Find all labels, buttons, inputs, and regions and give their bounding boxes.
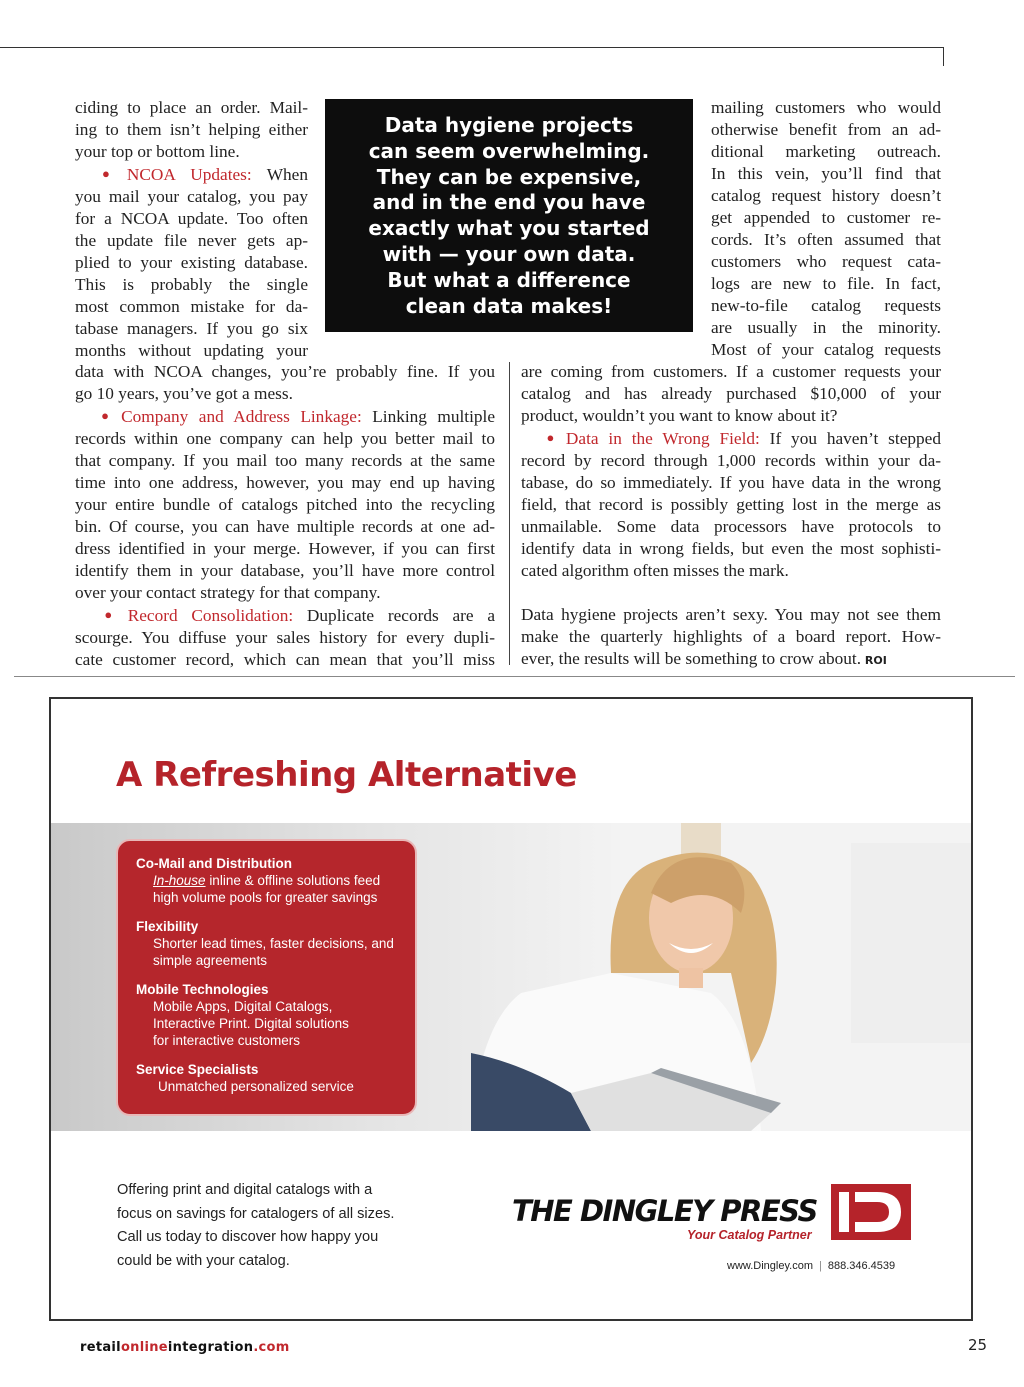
company-name: THE DINGLEY PRESS — [512, 1194, 817, 1228]
text-line: logs are new to file. In fact, — [711, 274, 941, 293]
text-line: identify data in wrong fields, but even the most sophisti- — [521, 539, 941, 558]
wrongfield-lines — [521, 450, 941, 582]
text-line: tabase managers. If you go six — [75, 319, 308, 338]
text-line: get appended to customer re- — [711, 208, 941, 227]
ncoa-lines — [75, 186, 308, 362]
text-line: for a NCOA update. Too often — [75, 209, 308, 228]
feature-line: Unmatched personalized service — [158, 1079, 354, 1094]
consolidation-paragraph-first — [75, 604, 495, 627]
bullet-icon: ● — [541, 430, 560, 445]
text-line: But what a difference — [387, 267, 631, 292]
text-line: clean data makes! — [405, 293, 613, 318]
footer-site-part: retail — [80, 1340, 121, 1355]
ad-copy-line: Offering print and digital catalogs with a — [117, 1182, 373, 1198]
page-number: 25 — [968, 1336, 988, 1354]
left-wide-column — [75, 361, 495, 671]
text-line: tabase, do so immediately. If you have data in the wrong — [521, 473, 941, 492]
text-line: can seem overwhelming. — [368, 138, 650, 163]
right-narrow-column — [711, 97, 941, 361]
right-wide-text — [521, 361, 941, 427]
left-narrow-column — [75, 97, 308, 362]
separator: | — [819, 1260, 822, 1272]
bullet-icon: ● — [91, 166, 121, 181]
consolidation-lines — [75, 627, 495, 671]
text-line: that company. If you mail too many records at the same — [75, 451, 495, 470]
right-wide-column — [521, 361, 941, 672]
phone-number: 888.346.4539 — [827, 1260, 896, 1272]
text-line: and in the end you have — [372, 190, 646, 215]
feature-line: inline & offline solutions feed — [209, 873, 381, 888]
wrongfield-heading: Data in the Wrong Field: — [565, 429, 760, 448]
text-line: They can be expensive, — [376, 164, 642, 189]
text-line: most common mistake for da- — [75, 297, 308, 316]
text-line: your entire bundle of catalogs pitched into the recycling — [75, 495, 495, 514]
text-line: bin. Of course, you can have multiple records at one ad- — [75, 517, 495, 536]
text-line: are usually in the minority. — [711, 318, 941, 337]
text-line: catalog request history doesn’t — [711, 186, 941, 205]
feature-line: simple agreements — [153, 953, 268, 968]
text-line: cords. It’s often assumed that — [711, 230, 941, 249]
ncoa-first-text: When — [251, 165, 308, 184]
consolidation-heading: Record Consolidation: — [127, 606, 294, 625]
ad-copy-line: Call us today to discover how happy you — [117, 1229, 379, 1245]
ncoa-heading: NCOA Updates: — [126, 165, 252, 184]
website-link[interactable]: www.Dingley.com — [727, 1260, 813, 1272]
contact-info — [727, 1260, 895, 1272]
dingley-press-ad — [49, 697, 973, 1321]
roi-end-mark: ROI — [861, 654, 887, 667]
text-line: you mail your catalog, you pay — [75, 187, 308, 206]
feature-line: Shorter lead times, faster decisions, and — [153, 936, 394, 951]
text-line: ing to them isn’t helping either — [75, 120, 308, 139]
footer-site-part: online — [120, 1340, 168, 1355]
bullet-icon: ● — [95, 408, 116, 423]
text-line: cate customer record, which can mean that you’ll miss — [75, 650, 495, 669]
text-line: ciding to place an order. Mail- — [75, 98, 308, 117]
text-line: the update file never gets ap- — [75, 231, 308, 250]
text-line: Most of your catalog requests — [711, 340, 941, 359]
text-line: This is probably the single — [75, 275, 308, 294]
text-line: ditional marketing outreach. — [711, 142, 941, 161]
text-line: scourge. You diffuse your sales history for every dupli- — [75, 628, 495, 647]
text-line: with — your own data. — [382, 241, 636, 266]
feature-heading-comail: Co-Mail and Distribution — [136, 856, 292, 871]
text-line: are coming from customers. If a customer requests your — [521, 362, 941, 381]
text-line: Data hygiene projects — [384, 113, 634, 137]
footer-site-part: .com — [253, 1340, 290, 1355]
text-line: otherwise benefit from an ad- — [711, 120, 941, 139]
feature-line: for interactive customers — [153, 1033, 301, 1048]
footer-site-part: integration — [167, 1340, 254, 1355]
feature-line: Interactive Print. Digital solutions — [153, 1016, 349, 1031]
pull-quote — [325, 99, 693, 332]
text-line: customers who request cata- — [711, 252, 941, 271]
text-line: new-to-file catalog requests — [711, 296, 941, 315]
right-narrow-text — [711, 97, 941, 361]
left-wide-text — [75, 361, 495, 405]
feature-heading-mobile: Mobile Technologies — [136, 982, 269, 997]
features-panel — [116, 839, 417, 1116]
feature-text-comail — [136, 872, 415, 889]
text-line: In this vein, you’ll find that — [711, 164, 941, 183]
linkage-paragraph-first — [75, 405, 495, 428]
feature-line: high volume pools for greater savings — [153, 890, 378, 905]
ad-copy — [117, 1179, 394, 1273]
text-line: product, wouldn’t you want to know about it? — [521, 406, 838, 425]
text-line: mailing customers who would — [711, 98, 941, 117]
text-line: catalog and has already purchased $10,000 of your — [521, 384, 941, 403]
text-line: dress identified in your merge. However, if you can first — [75, 539, 495, 558]
text-line: over your contact strategy for that company. — [75, 583, 381, 602]
ad-copy-line: could be with your catalog. — [117, 1252, 290, 1269]
text-line: field, that record is possibly getting lost in the merge as — [521, 495, 941, 514]
ad-copy-line: focus on savings for catalogers of all sizes. — [117, 1205, 395, 1222]
in-house-emphasis: In-house — [153, 873, 206, 888]
linkage-heading: Company and Address Linkage: — [121, 407, 362, 426]
text-line: Data hygiene projects aren’t sexy. You may not see them — [521, 605, 941, 624]
text-line: records within one company can help you better mail to — [75, 429, 495, 448]
feature-heading-service: Service Specialists — [136, 1062, 259, 1077]
feature-line: Mobile Apps, Digital Catalogs, — [153, 999, 333, 1014]
company-tagline: Your Catalog Partner — [687, 1228, 812, 1242]
ad-title: A Refreshing Alternative — [116, 755, 577, 795]
pull-quote-lines — [325, 113, 693, 319]
wrongfield-first-text: If you haven’t stepped — [759, 429, 941, 448]
bullet-icon: ● — [95, 607, 122, 622]
ncoa-paragraph-first — [75, 163, 308, 186]
closing-lines — [521, 604, 941, 672]
footer-website[interactable] — [80, 1340, 290, 1355]
text-line: cated algorithm often misses the mark. — [521, 561, 789, 580]
header-rule — [0, 47, 944, 48]
text-line: plied to your existing database. — [75, 253, 308, 272]
text-line: months without updating your — [75, 341, 308, 360]
text-line: make the quarterly highlights of a board report. How- — [521, 627, 941, 646]
section-rule — [14, 676, 1015, 677]
text-line: go 10 years, you’ve got a mess. — [75, 384, 293, 403]
text-line: data with NCOA changes, you’re probably fine. If you — [75, 362, 495, 381]
text-line: record by record through 1,000 records within your da- — [521, 451, 941, 470]
text-line: your top or bottom line. — [75, 142, 240, 161]
text-line: identify them in your database, you’ll have more control — [75, 561, 495, 580]
text-line: time into one address, however, you may end up having — [75, 473, 495, 492]
text-line: exactly what you started — [368, 216, 650, 241]
wrongfield-paragraph-first — [521, 427, 941, 450]
text-line: ever, the results will be something to crow about. ROI — [521, 649, 887, 668]
feature-heading-flexibility: Flexibility — [136, 919, 199, 934]
left-narrow-text — [75, 97, 308, 163]
dingley-logo-icon — [831, 1184, 911, 1245]
linkage-first-text: Linking multiple — [361, 407, 495, 426]
linkage-lines — [75, 428, 495, 604]
text-line: unmailable. Some data processors have protocols to — [521, 517, 941, 536]
consolidation-first-text: Duplicate records are a — [293, 606, 495, 625]
column-divider — [509, 362, 510, 665]
header-rule-tick — [943, 47, 944, 66]
